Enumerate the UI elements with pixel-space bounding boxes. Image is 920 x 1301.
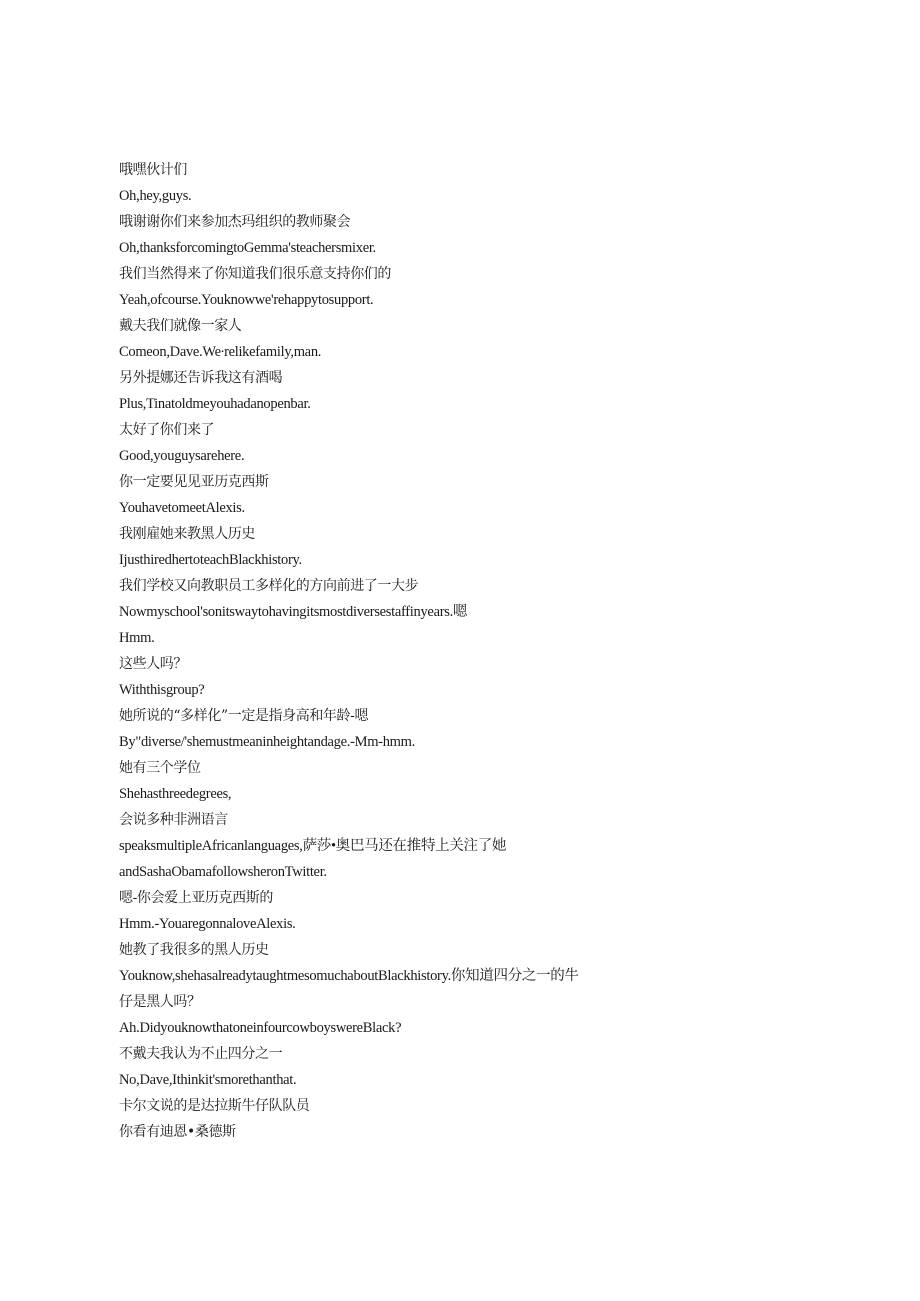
subtitle-transcript	[119, 157, 779, 1145]
transcript-line: 哦嘿伙计们	[119, 162, 187, 178]
transcript-line: YouhavetomeetAlexis.	[119, 500, 245, 516]
transcript-line: 她教了我很多的黑人历史	[119, 942, 269, 958]
transcript-line: 这些人吗？	[119, 656, 187, 672]
transcript-line: 戴夫我们就像一家人	[119, 318, 242, 334]
transcript-line: 不戴夫我认为不止四分之一	[119, 1046, 283, 1062]
transcript-line: Comeon,Dave.We∙relikefamily,man.	[119, 344, 322, 360]
transcript-line: 卡尔文说的是达拉斯牛仔队队员	[119, 1098, 310, 1114]
transcript-line: 她有三个学位	[119, 760, 201, 776]
transcript-line: 她所说的“多样化”一定是指身高和年龄-嗯	[119, 708, 369, 724]
transcript-line: Good,youguysarehere.	[119, 448, 245, 464]
transcript-line: Hmm.	[119, 630, 155, 646]
transcript-line: IjusthiredhertoteachBlackhistory.	[119, 552, 302, 568]
transcript-line: 会说多种非洲语言	[119, 812, 228, 828]
transcript-line: 嗯-你会爱上亚历克西斯的	[119, 890, 273, 906]
transcript-line: No,Dave,Ithinkit'smorethanthat.	[119, 1072, 297, 1088]
transcript-line: 我们学校又向教职员工多样化的方向前进了一大步	[119, 578, 419, 594]
transcript-line: Nowmyschool'sonitswaytohavingitsmostdiversestaffinyears.嗯	[119, 604, 468, 620]
transcript-line: By"diverse/'shemustmeaninheightandage.-Mm-hmm.	[119, 734, 415, 750]
transcript-line: 仔是黑人吗？	[119, 994, 201, 1010]
transcript-line: Youknow,shehasalreadytaughtmesomuchaboutBlackhistory.你知道四分之一的牛	[119, 968, 579, 984]
transcript-line: Oh,thanksforcomingtoGemma'steachersmixer.	[119, 240, 376, 256]
transcript-line: Hmm.-YouaregonnaloveAlexis.	[119, 916, 296, 932]
transcript-line: 哦谢谢你们来参加杰玛组织的教师聚会	[119, 214, 351, 230]
transcript-line: Yeah,ofcourse.Youknowwe'rehappytosupport.	[119, 292, 374, 308]
transcript-line: 你一定要见见亚历克西斯	[119, 474, 269, 490]
transcript-line: Shehasthreedegrees,	[119, 786, 232, 802]
transcript-line: 你看有迪恩•桑德斯	[119, 1124, 236, 1140]
transcript-line: speaksmultipleAfricanlanguages,萨莎•奥巴马还在推特上关注了她	[119, 838, 507, 854]
transcript-line: andSashaObamafollowsheronTwitter.	[119, 864, 327, 880]
transcript-line: 太好了你们来了	[119, 422, 215, 438]
transcript-line: 我们当然得来了你知道我们很乐意支持你们的	[119, 266, 391, 282]
transcript-line: Withthisgroup?	[119, 682, 205, 698]
transcript-line: 我刚雇她来教黑人历史	[119, 526, 255, 542]
transcript-line: Ah.DidyouknowthatoneinfourcowboyswereBlack?	[119, 1020, 402, 1036]
transcript-line: 另外提娜还告诉我这有酒喝	[119, 370, 283, 386]
transcript-line: Plus,Tinatoldmeyouhadanopenbar.	[119, 396, 311, 412]
transcript-line: Oh,hey,guys.	[119, 188, 192, 204]
